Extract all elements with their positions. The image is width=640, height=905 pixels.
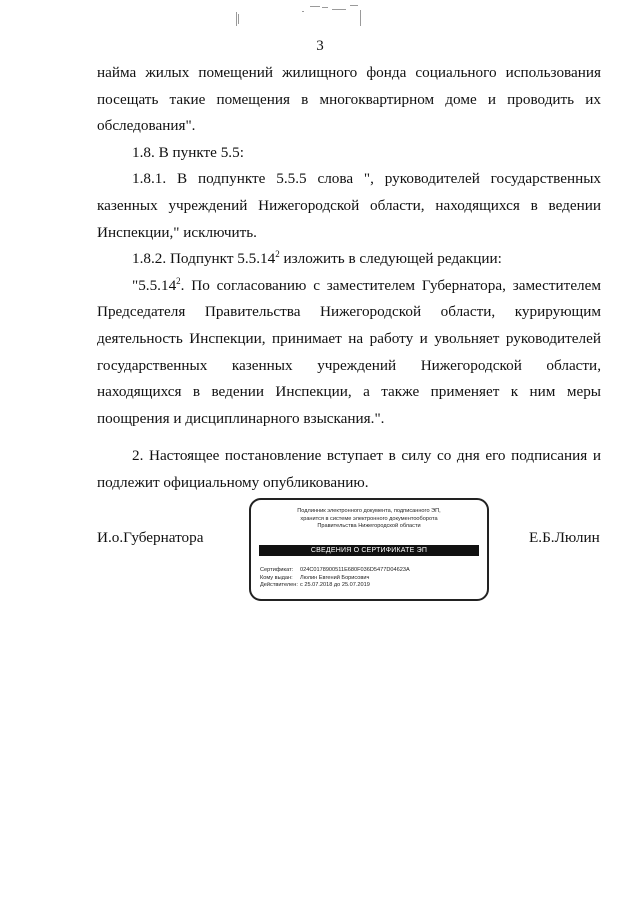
stamp-valid-row <box>260 582 481 590</box>
signatory-position: И.о.Губернатора <box>97 529 204 546</box>
scan-artifact <box>232 4 382 30</box>
electronic-signature-stamp <box>249 498 489 601</box>
paragraph-1-8-2-text-a: 1.8.2. Подпункт 5.5.14 <box>132 250 276 268</box>
stamp-header-text <box>257 508 481 531</box>
paragraph-new-wording <box>97 273 601 433</box>
stamp-certificate-banner: СВЕДЕНИЯ О СЕРТИФИКАТЕ ЭП <box>259 545 479 556</box>
stamp-valid-label: Действителен: <box>260 582 298 589</box>
new-wording-text-b: . По согласованию с заместителем Губернатора, заместителем Председателя Правительства Нижегородской области, курирующим деятельность Инспекции, принимает на работу и увольняет руководителей государственных казенных учреждений Нижегородской области, находящихся в ведении Инспекции, а также применяет к ним меры поощрения и дисциплинарного взыскания.". <box>97 276 601 427</box>
page-number: 3 <box>316 38 324 54</box>
new-wording-text-a: "5.5.14 <box>132 276 177 294</box>
stamp-issued-value: Люлин Евгений Борисович <box>300 574 370 581</box>
stamp-certificate-details <box>260 567 481 590</box>
paragraph-2: 2. Настоящее постановление вступает в силу со дня его подписания и подлежит официальному опубликованию. <box>97 447 601 491</box>
stamp-valid-value: с 25.07.2018 до 25.07.2019 <box>300 582 370 589</box>
signatory-name: Е.Б.Люлин <box>529 529 600 546</box>
superscript: 2 <box>176 275 181 286</box>
document-body <box>97 60 601 497</box>
stamp-line-2: хранится в системе электронного документооборота <box>300 515 438 522</box>
paragraph-1-8: 1.8. В пункте 5.5: <box>132 143 244 161</box>
stamp-line-1: Подлинник электронного документа, подписанного ЭП, <box>297 508 441 514</box>
paragraph-1-8-1: 1.8.1. В подпункте 5.5.5 слова ", руководителей государственных казенных учреждений Нижегородской области, находящихся в ведении Инспекции," исключить. <box>97 170 601 241</box>
paragraph-1-8-2-text-b: изложить в следующей редакции: <box>279 250 502 268</box>
stamp-cert-value: 024C0178900511E680F036D5477D04623A <box>300 567 410 573</box>
paragraph-continuation: найма жилых помещений жилищного фонда социального использования посещать такие помещения в многоквартирном доме и проводить их обследования". <box>97 64 601 135</box>
superscript: 2 <box>275 249 280 260</box>
stamp-cert-row <box>260 567 481 575</box>
stamp-cert-label: Сертификат: <box>260 567 294 573</box>
paragraph-1-8-2 <box>97 246 601 273</box>
stamp-line-3: Правительства Нижегородской области <box>317 523 421 530</box>
stamp-issued-label: Кому выдан: <box>260 574 293 581</box>
